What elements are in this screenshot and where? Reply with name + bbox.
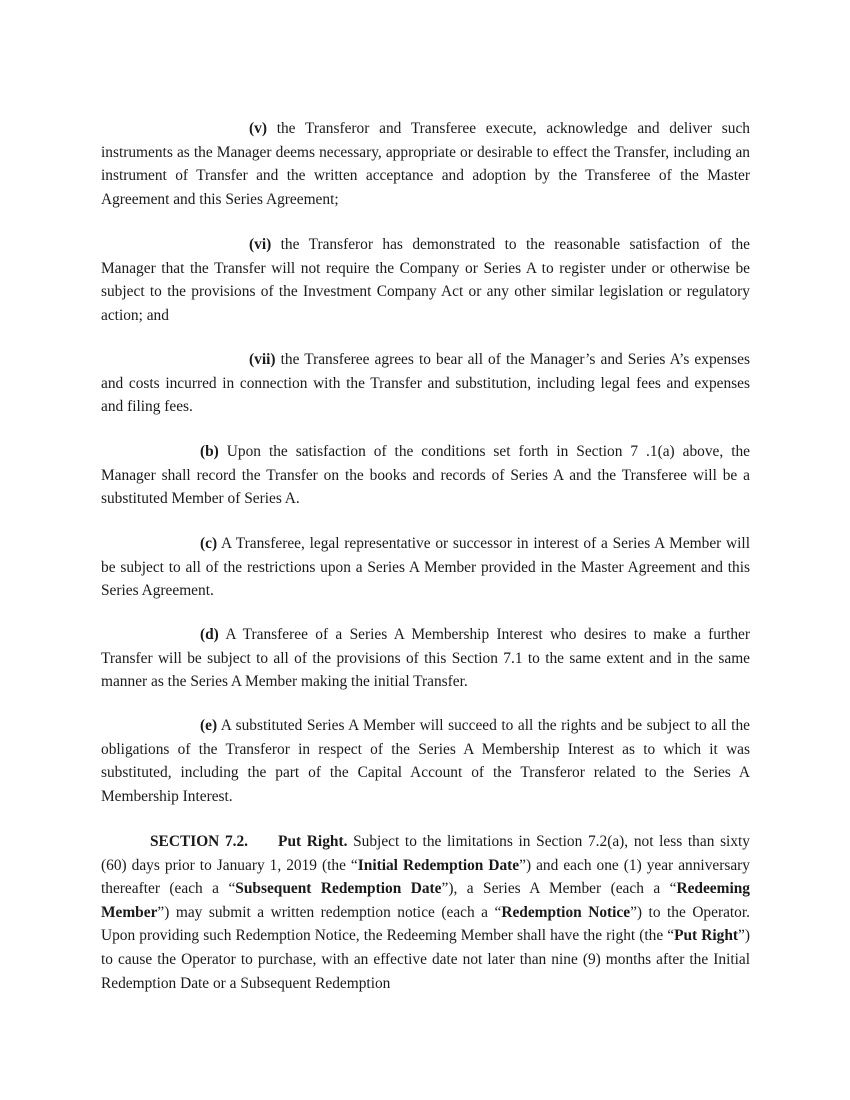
clause-marker-vi: (vi) xyxy=(249,236,272,253)
paragraph-b xyxy=(101,440,750,511)
paragraph-d xyxy=(101,623,750,694)
defined-term-redemption-notice: Redemption Notice xyxy=(501,903,631,921)
section-text-1: Subject to the limitations in Section 7.2(a), not less than sixty (60) days prior to January 1, 2019 (the “ xyxy=(101,833,750,874)
section-title: Put Right. xyxy=(278,833,348,850)
defined-term-put-right: Put Right xyxy=(674,927,739,945)
paragraph-v xyxy=(101,117,750,211)
section-7-2-paragraph xyxy=(101,830,750,995)
clause-text-b: Upon the satisfaction of the conditions set forth in Section 7 .1(a) above, the Manager shall record the Transfer on the books and records of Series A and the Transferee will be a substituted Member of Series A. xyxy=(101,443,750,508)
defined-term-subsequent-redemption-date: Subsequent Redemption Date xyxy=(235,880,442,898)
section-text-5: ”) to the Operator. Upon providing such Redemption Notice, the Redeeming Member shall have the right (the “ xyxy=(101,903,751,945)
section-text-3: ”), a Series A Member (each a “ xyxy=(441,880,677,898)
paragraph-e xyxy=(101,714,750,808)
section-text-6: ”) to cause the Operator to purchase, with an effective date not later than nine (9) months after the Initial Redemption Date or a Subsequent Redemption xyxy=(101,927,750,992)
clause-text-vii: the Transferee agrees to bear all of the Manager’s and Series A’s expenses and costs incurred in connection with the Transfer and substitution, including legal fees and expenses and filing fees. xyxy=(101,351,750,416)
clause-marker-e: (e) xyxy=(200,717,218,734)
clause-text-e: A substituted Series A Member will succeed to all the rights and be subject to all the obligations of the Transferor in respect of the Series A Membership Interest as to which it was substituted, including the part of the Capital Account of the Transferor related to the Series A Membership Interest. xyxy=(101,717,750,805)
defined-term-redeeming-member: Redeeming Member xyxy=(101,880,750,921)
section-text-2: ”) and each one (1) year anniversary thereafter (each a “ xyxy=(101,856,750,898)
section-heading: SECTION 7.2. xyxy=(150,833,249,850)
section-text-4: ”) may submit a written redemption notice (each a “ xyxy=(157,903,502,921)
paragraph-vi xyxy=(101,233,750,327)
clause-text-d: A Transferee of a Series A Membership Interest who desires to make a further Transfer will be subject to all of the provisions of this Section 7.1 to the same extent and in the same manner as the Series A Member making the initial Transfer. xyxy=(101,626,750,691)
defined-term-initial-redemption-date: Initial Redemption Date xyxy=(357,856,520,874)
clause-marker-c: (c) xyxy=(200,535,218,552)
clause-text-v: the Transferor and Transferee execute, acknowledge and deliver such instruments as the Manager deems necessary, appropriate or desirable to effect the Transfer, including an instrument of Transfer and the written acceptance and adoption by the Transferee of the Master Agreement and this Series Agreement; xyxy=(101,120,750,208)
clause-marker-d: (d) xyxy=(200,626,219,643)
paragraph-c xyxy=(101,532,750,603)
clause-text-c: A Transferee, legal representative or successor in interest of a Series A Member will be subject to all of the restrictions upon a Series A Member provided in the Master Agreement and this Series Agreement. xyxy=(101,535,750,600)
clause-marker-b: (b) xyxy=(200,443,219,460)
clause-marker-vii: (vii) xyxy=(249,351,276,368)
clause-text-vi: the Transferor has demonstrated to the reasonable satisfaction of the Manager that the Transfer will not require the Company or Series A to register under or otherwise be subject to the provisions of the Investment Company Act or any other similar legislation or regulatory action; and xyxy=(101,236,750,324)
clause-marker-v: (v) xyxy=(249,120,267,137)
paragraph-vii xyxy=(101,348,750,419)
